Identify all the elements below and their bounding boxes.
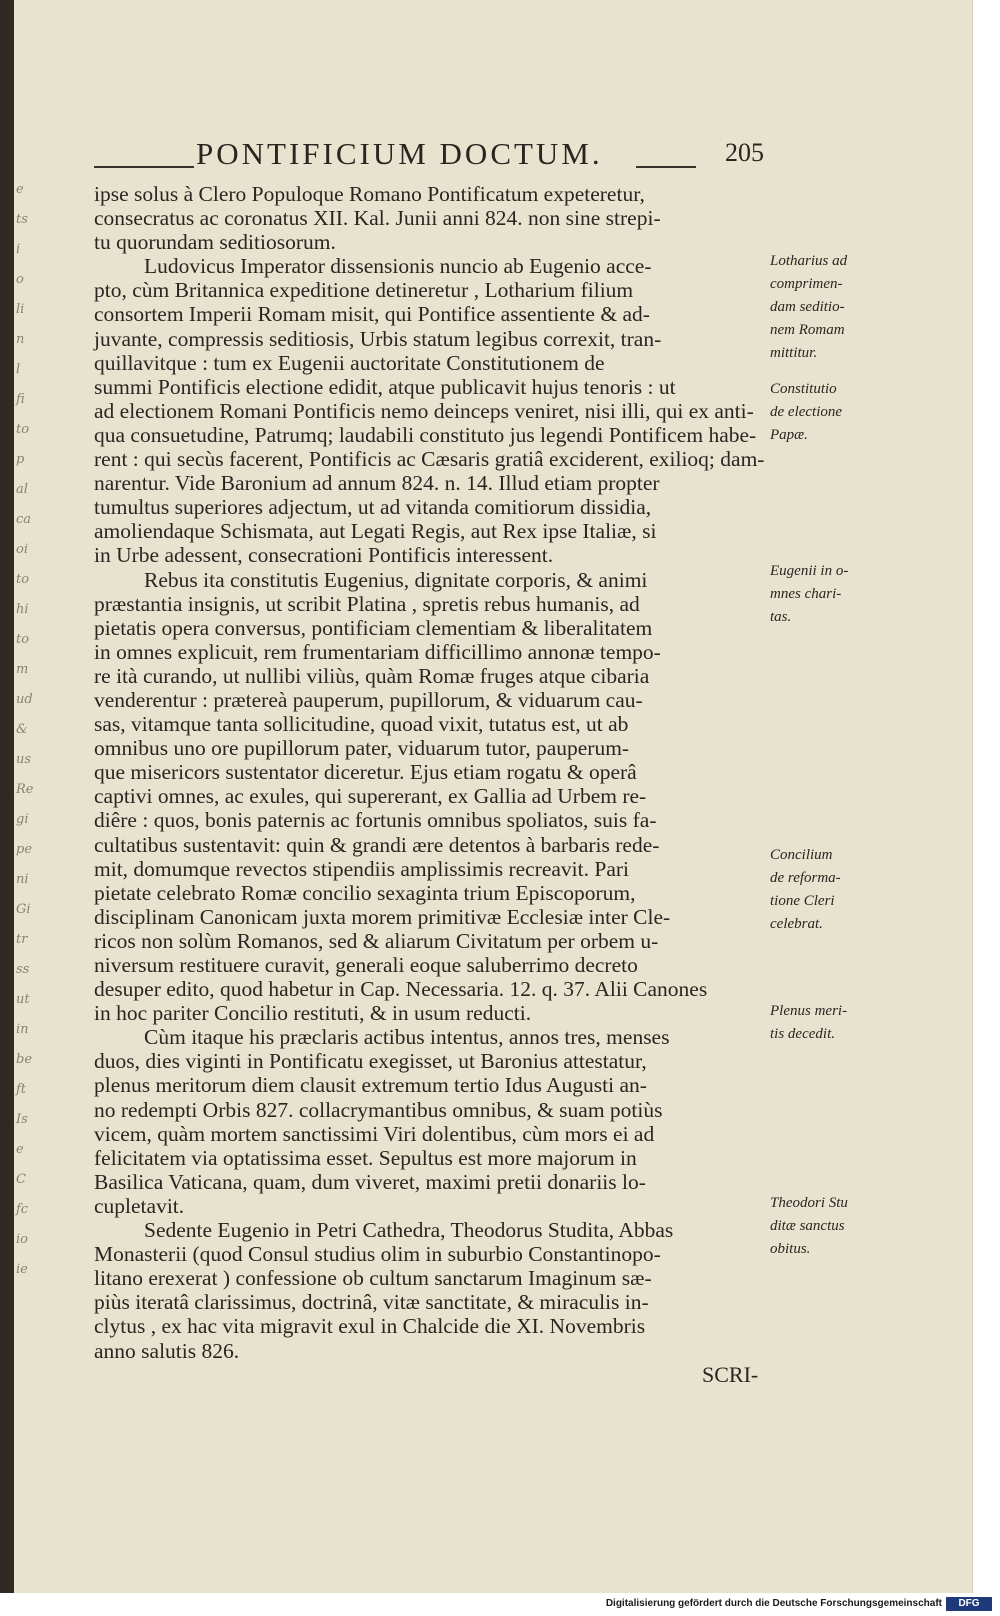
margin-note-line: de electione <box>770 404 843 420</box>
book-page <box>14 0 973 1593</box>
gutter-letter: hi <box>16 602 29 617</box>
gutter-letter: i <box>16 242 21 257</box>
margin-note-line: Lotharius ad <box>770 253 848 269</box>
margin-note <box>770 844 870 936</box>
gutter-letter: n <box>16 332 25 347</box>
margin-note-line: ditæ sanctus <box>770 1218 845 1234</box>
margin-note-line: Theodori Stu <box>770 1195 848 1211</box>
margin-note <box>770 1000 870 1046</box>
gutter-letter: Re <box>16 782 34 797</box>
text-line: anno salutis 826. <box>94 1338 240 1363</box>
gutter-letter: Gi <box>16 902 31 917</box>
text-line: Cùm itaque his præclaris actibus intentus, annos tres, menses <box>144 1025 670 1050</box>
running-head <box>14 136 774 176</box>
gutter-letter: fc <box>16 1202 29 1217</box>
gutter-letter: io <box>16 1232 28 1247</box>
text-line: Sedente Eugenio in Petri Cathedra, Theodorus Studita, Abbas <box>144 1218 674 1243</box>
gutter-letter: ss <box>16 962 30 977</box>
gutter-letter: l <box>16 362 21 377</box>
gutter-letter: Is <box>16 1112 28 1127</box>
gutter-letter: to <box>16 572 30 587</box>
page-title: PONTIFICIUM DOCTUM. <box>196 136 603 171</box>
head-rule-left <box>94 166 194 168</box>
text-line: præstantia insignis, ut scribit Platina , spretis rebus humanis, ad <box>94 591 640 616</box>
gutter-letter: ie <box>16 1262 28 1277</box>
gutter-letter: e <box>16 1142 24 1157</box>
text-line: que misericors sustentator diceretur. Ejus etiam rogatu & operâ <box>94 760 637 785</box>
text-line: disciplinam Canonicam juxta morem primitivæ Ecclesiæ inter Cle- <box>94 904 671 929</box>
text-line: Monasterii (quod Consul studius olim in suburbio Constantinopo- <box>94 1242 661 1267</box>
margin-note-line: mnes chari- <box>770 586 842 602</box>
gutter-letter: fi <box>16 392 25 407</box>
gutter-letter: to <box>16 422 30 437</box>
gutter-letter: in <box>16 1022 29 1037</box>
margin-note <box>770 250 870 365</box>
margin-note-line: tis decedit. <box>770 1026 835 1042</box>
gutter-letter: o <box>16 272 24 287</box>
margin-note-line: tas. <box>770 609 792 625</box>
text-line: Ludovicus Imperator dissensionis nuncio ab Eugenio acce- <box>144 254 652 279</box>
text-line: duos, dies viginti in Pontificatu exegisset, ut Baronius attestatur, <box>94 1049 647 1074</box>
text-line: mit, domumque revectos stipendiis amplissimis recreavit. Pari <box>94 856 630 881</box>
margin-note-line: de reforma- <box>770 870 841 886</box>
text-line: pto, cùm Britannica expeditione detineretur , Lotharium filium <box>94 278 634 303</box>
gutter-letter: gi <box>16 812 29 827</box>
text-line: qua consuetudine, Patrumq; laudabili constituto jus legendi Pontificem habe- <box>94 422 757 447</box>
gutter-letter: ud <box>16 692 33 707</box>
margin-note-line: celebrat. <box>770 916 823 932</box>
text-line: tumultus superiores adjectum, ut ad vitanda comitiorum dissidia, <box>94 495 652 520</box>
margin-note-line: Concilium <box>770 847 833 863</box>
margin-note <box>770 560 870 629</box>
margin-note <box>770 378 870 447</box>
margin-note-line: nem Romam <box>770 322 845 338</box>
gutter-letter: be <box>16 1052 33 1067</box>
gutter-letter: al <box>16 482 28 497</box>
binding-gutter <box>0 0 14 1593</box>
gutter-letter: ut <box>16 992 30 1007</box>
text-line: venderentur : prætereà pauperum, pupillorum, & viduarum cau- <box>94 687 643 712</box>
text-line: clytus , ex hac vita migravit exul in Chalcide die XI. Novembris <box>94 1314 646 1339</box>
gutter-letter: li <box>16 302 25 317</box>
text-line: pietate celebrato Romæ concilio sexaginta trium Episcoporum, <box>94 880 636 905</box>
text-line: litano erexerat ) confessione ob cultum sanctarum Imaginum sæ- <box>94 1266 652 1291</box>
gutter-letter: m <box>16 662 29 677</box>
margin-note-line: Constitutio <box>770 381 837 397</box>
gutter-letter: to <box>16 632 30 647</box>
gutter-letter: tr <box>16 932 28 947</box>
gutter-letter: ts <box>16 212 28 227</box>
text-line: Rebus ita constitutis Eugenius, dignitate corporis, & animi <box>144 567 648 592</box>
text-line: diêre : quos, bonis paternis ac fortunis omnibus spoliatos, suis fa- <box>94 808 657 833</box>
margin-note <box>770 1192 870 1261</box>
text-line: quillavitque : tum ex Eugenii auctoritate Constitutionem de <box>94 350 605 375</box>
gutter-letter: oi <box>16 542 28 557</box>
text-line: consortem Imperii Romam misit, qui Pontifice assentiente & ad- <box>94 302 650 327</box>
gutter-letter: pe <box>16 842 33 857</box>
text-line: plenus meritorum diem clausit extremum tertio Idus Augusti an- <box>94 1073 647 1098</box>
text-line: vicem, quàm mortem sanctissimi Viri dolentibus, cùm mors ei ad <box>94 1121 655 1146</box>
text-line: Basilica Vaticana, quam, dum viveret, maximi pretii donariis lo- <box>94 1169 646 1194</box>
text-line: ipse solus à Clero Populoque Romano Pontificatum expeteretur, <box>94 182 645 206</box>
text-line: no redempti Orbis 827. collacrymantibus omnibus, & suam potiùs <box>94 1097 663 1122</box>
text-line: re ità curando, ut nullibi viliùs, quàm Romæ fruges atque cibaria <box>94 663 650 688</box>
text-line: captivi omnes, ac exules, qui supererant, ex Gallia ad Urbem re- <box>94 784 647 809</box>
text-line: consecratus ac coronatus XII. Kal. Junii anni 824. non sine strepi- <box>94 206 661 231</box>
text-line: rent : qui secùs facerent, Pontificis ac Cæsaris gratiâ exciderent, exilioq; dam- <box>94 447 765 472</box>
margin-note-line: dam seditio- <box>770 299 845 315</box>
gutter-letter: e <box>16 182 24 197</box>
margin-note-line: obitus. <box>770 1241 811 1257</box>
text-line: omnibus uno ore pupillorum pater, viduarum tutor, pauperum- <box>94 736 630 761</box>
page-number: 205 <box>725 138 764 167</box>
gutter-letter: ca <box>16 512 32 527</box>
text-line: in Urbe adessent, consecrationi Pontificis interessent. <box>94 543 554 568</box>
text-line: amoliendaque Schismata, aut Legati Regis, aut Rex ipse Italiæ, si <box>94 519 657 544</box>
margin-note-line: mittitur. <box>770 345 818 361</box>
catchword: SCRI- <box>702 1362 759 1387</box>
text-line: sas, vitamque tanta sollicitudine, quoad vixit, tutatus est, ut ab <box>94 712 629 737</box>
text-line: ricos non solùm Romanos, sed & aliarum Civitatum per orbem u- <box>94 928 659 953</box>
gutter-letter: ni <box>16 872 29 887</box>
margin-note-line: Plenus meri- <box>770 1003 848 1019</box>
text-line: pietatis opera conversus, pontificiam clementiam & liberalitatem <box>94 615 653 640</box>
text-line: felicitatem via optatissima esset. Sepultus est more majorum in <box>94 1145 637 1170</box>
margin-note-line: tione Cleri <box>770 893 835 909</box>
text-line: in omnes explicuit, rem frumentariam difficillimo annonæ tempo- <box>94 639 661 664</box>
digitization-credit: Digitalisierung gefördert durch die Deutsche Forschungsgemeinschaft <box>605 1598 942 1609</box>
gutter-letter: us <box>16 752 32 767</box>
margin-note-line: Papæ. <box>770 427 808 443</box>
text-line: desuper edito, quod habetur in Cap. Necessaria. 12. q. 37. Alii Canones <box>94 977 708 1002</box>
text-line: juvante, compressis seditiosis, Urbis statum legibus correxit, tran- <box>94 326 662 351</box>
gutter-letter: C <box>16 1172 26 1187</box>
text-line: in hoc pariter Concilio restituti, & in usum reducti. <box>94 1001 532 1026</box>
gutter-letter: & <box>16 722 28 737</box>
text-line: summi Pontificis electione edidit, atque publicavit hujus tenoris : ut <box>94 374 676 399</box>
text-line: narentur. Vide Baronium ad annum 824. n. 14. Illud etiam propter <box>94 471 660 496</box>
gutter-letter: p <box>16 452 25 467</box>
text-line: cultatibus sustentavit: quin & grandi ære detentos à barbaris rede- <box>94 832 660 857</box>
head-rule-right <box>636 166 696 168</box>
text-line: cupletavit. <box>94 1193 185 1218</box>
text-line: ad electionem Romani Pontificis nemo deinceps veniret, nisi illi, qui ex anti- <box>94 398 754 423</box>
body-text <box>94 182 765 1363</box>
gutter-letter: ft <box>16 1082 27 1097</box>
text-line: piùs iteratâ clarissimus, doctrinâ, vitæ sanctitate, & miraculis in- <box>94 1290 649 1315</box>
dfg-logo: DFG <box>946 1597 992 1611</box>
margin-note-line: Eugenii in o- <box>770 563 849 579</box>
text-line: tu quorundam seditiosorum. <box>94 230 336 255</box>
margin-note-line: comprimen- <box>770 276 843 292</box>
text-line: niversum restituere curavit, generali eoque saluberrimo decreto <box>94 953 638 977</box>
